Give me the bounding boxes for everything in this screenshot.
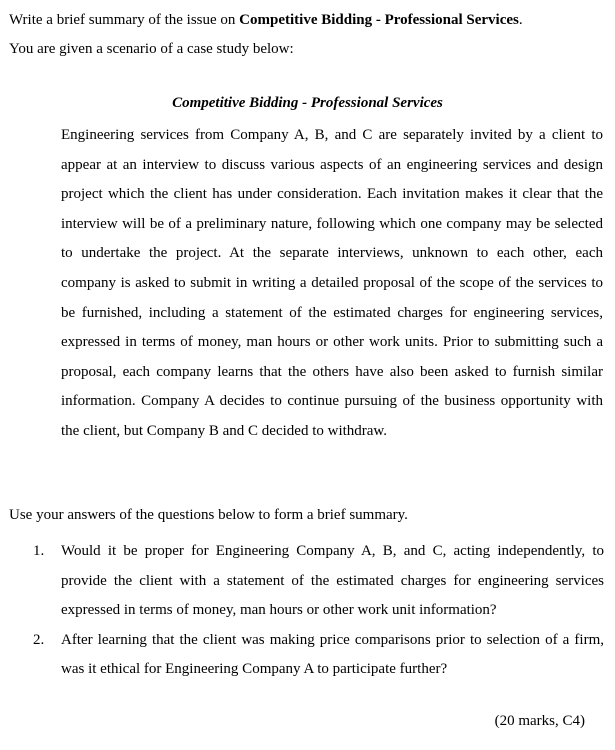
intro-suffix: . [518, 12, 523, 28]
case-study-body: Engineering services from Company A, B, and C are separately invited by a client to appear at an interview to discuss various aspects of an engineering services and design project which the client has under consideration. Each invitation makes it clear that the interview will be of a preliminary nature, following which one company may be selected to undertake the project. At the separate interviews, unknown to each other, each company is asked to submit in writing a detailed proposal of the scope of the services to be furnished, including a statement of the estimated charges for engineering services, expressed in terms of money, man hours or other work units. Prior to submitting such a proposal, each company learns that the others have also been asked to furnish similar information. Company A decides to continue pursuing of the business opportunity with the client, but Company B and C decided to withdraw. [61, 127, 603, 439]
question-item [33, 626, 604, 685]
question-item [33, 537, 604, 626]
question-text: Would it be proper for Engineering Company A, B, and C, acting independently, to provide the client with a statement of the estimated charges for engineering services expressed in terms of money, man hours or other work unit information? [61, 543, 604, 619]
question-text: After learning that the client was making price comparisons prior to selection of a firm, was it ethical for Engineering Company A to participate further? [61, 631, 604, 678]
case-study-title [0, 95, 615, 112]
intro-prefix: Write a brief summary of the issue on [9, 12, 240, 28]
question-list [33, 537, 604, 685]
marks-label: (20 marks, C4) [494, 713, 585, 729]
question-number: 1. [33, 543, 45, 559]
summary-instruction: Use your answers of the questions below to form a brief summary. [9, 507, 408, 523]
case-study-title-text: Competitive Bidding - Professional Services [172, 95, 443, 111]
intro-topic: Competitive Bidding - Professional Services [239, 12, 519, 28]
intro-line-2: You are given a scenario of a case study below: [9, 41, 294, 57]
intro-text [9, 6, 609, 64]
intro-line-1 [9, 6, 609, 35]
question-number: 2. [33, 631, 45, 648]
